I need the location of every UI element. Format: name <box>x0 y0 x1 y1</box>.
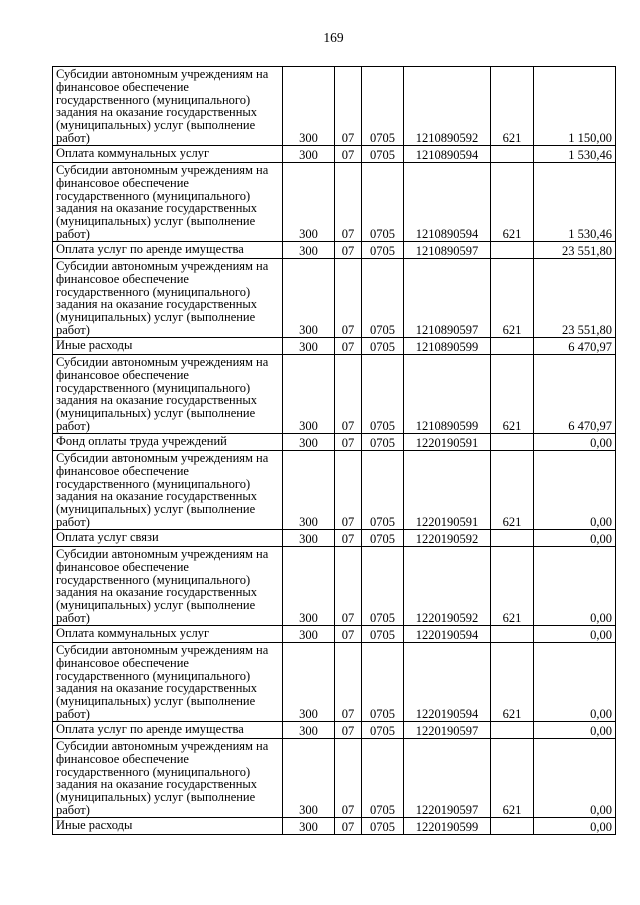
table-row <box>53 722 616 739</box>
target-article-code-cell: 1210890592 <box>404 67 491 146</box>
section-code-cell: 07 <box>335 451 362 530</box>
expense-type-code-cell <box>491 818 534 835</box>
table-row <box>53 547 616 626</box>
target-article-code-cell: 1220190594 <box>404 643 491 722</box>
amount-cell: 0,00 <box>534 530 616 547</box>
expense-name-cell: Оплата коммунальных услуг <box>53 626 283 643</box>
target-article-code-cell: 1210890597 <box>404 259 491 338</box>
amount-cell: 0,00 <box>534 739 616 818</box>
grbs-code-cell: 300 <box>283 739 335 818</box>
subsection-code-cell: 0705 <box>362 643 404 722</box>
table-row <box>53 530 616 547</box>
amount-cell: 0,00 <box>534 626 616 643</box>
expense-name-cell: Фонд оплаты труда учреждений <box>53 434 283 451</box>
subsection-code-cell: 0705 <box>362 67 404 146</box>
table-row <box>53 626 616 643</box>
table-row <box>53 259 616 338</box>
expense-type-code-cell <box>491 530 534 547</box>
section-code-cell: 07 <box>335 146 362 163</box>
grbs-code-cell: 300 <box>283 530 335 547</box>
budget-table <box>52 66 616 835</box>
expense-name-cell: Оплата услуг по аренде имущества <box>53 722 283 739</box>
subsection-code-cell: 0705 <box>362 338 404 355</box>
amount-cell: 0,00 <box>534 722 616 739</box>
budget-table-body <box>53 67 616 835</box>
subsection-code-cell: 0705 <box>362 547 404 626</box>
subsection-code-cell: 0705 <box>362 434 404 451</box>
grbs-code-cell: 300 <box>283 722 335 739</box>
section-code-cell: 07 <box>335 338 362 355</box>
expense-name-cell: Субсидии автономным учреждениям на финансовое обеспечение государственного (муниципального) задания на оказание государственных (муниципальных) услуг (выполнение работ) <box>53 643 283 722</box>
expense-name-cell: Субсидии автономным учреждениям на финансовое обеспечение государственного (муниципального) задания на оказание государственных (муниципальных) услуг (выполнение работ) <box>53 739 283 818</box>
section-code-cell: 07 <box>335 722 362 739</box>
target-article-code-cell: 1220190592 <box>404 530 491 547</box>
grbs-code-cell: 300 <box>283 643 335 722</box>
grbs-code-cell: 300 <box>283 338 335 355</box>
amount-cell: 0,00 <box>534 434 616 451</box>
subsection-code-cell: 0705 <box>362 163 404 242</box>
expense-type-code-cell: 621 <box>491 355 534 434</box>
section-code-cell: 07 <box>335 530 362 547</box>
section-code-cell: 07 <box>335 163 362 242</box>
subsection-code-cell: 0705 <box>362 259 404 338</box>
target-article-code-cell: 1220190591 <box>404 434 491 451</box>
expense-name-cell: Иные расходы <box>53 338 283 355</box>
page-number: 169 <box>323 30 344 45</box>
expense-type-code-cell: 621 <box>491 643 534 722</box>
amount-cell: 23 551,80 <box>534 259 616 338</box>
expense-type-code-cell: 621 <box>491 451 534 530</box>
target-article-code-cell: 1210890599 <box>404 355 491 434</box>
expense-name-cell: Субсидии автономным учреждениям на финансовое обеспечение государственного (муниципального) задания на оказание государственных (муниципальных) услуг (выполнение работ) <box>53 67 283 146</box>
grbs-code-cell: 300 <box>283 626 335 643</box>
table-row <box>53 739 616 818</box>
grbs-code-cell: 300 <box>283 146 335 163</box>
table-row <box>53 643 616 722</box>
section-code-cell: 07 <box>335 818 362 835</box>
amount-cell: 0,00 <box>534 818 616 835</box>
expense-name-cell: Субсидии автономным учреждениям на финансовое обеспечение государственного (муниципального) задания на оказание государственных (муниципальных) услуг (выполнение работ) <box>53 451 283 530</box>
table-row <box>53 434 616 451</box>
amount-cell: 0,00 <box>534 643 616 722</box>
grbs-code-cell: 300 <box>283 67 335 146</box>
amount-cell: 1 530,46 <box>534 146 616 163</box>
subsection-code-cell: 0705 <box>362 451 404 530</box>
expense-name-cell: Субсидии автономным учреждениям на финансовое обеспечение государственного (муниципального) задания на оказание государственных (муниципальных) услуг (выполнение работ) <box>53 163 283 242</box>
grbs-code-cell: 300 <box>283 355 335 434</box>
expense-name-cell: Оплата услуг по аренде имущества <box>53 242 283 259</box>
subsection-code-cell: 0705 <box>362 146 404 163</box>
grbs-code-cell: 300 <box>283 434 335 451</box>
expense-name-cell: Иные расходы <box>53 818 283 835</box>
expense-type-code-cell <box>491 434 534 451</box>
amount-cell: 23 551,80 <box>534 242 616 259</box>
section-code-cell: 07 <box>335 626 362 643</box>
subsection-code-cell: 0705 <box>362 739 404 818</box>
amount-cell: 1 150,00 <box>534 67 616 146</box>
target-article-code-cell: 1220190594 <box>404 626 491 643</box>
section-code-cell: 07 <box>335 242 362 259</box>
section-code-cell: 07 <box>335 547 362 626</box>
expense-type-code-cell <box>491 626 534 643</box>
expense-type-code-cell: 621 <box>491 67 534 146</box>
table-row <box>53 338 616 355</box>
target-article-code-cell: 1220190599 <box>404 818 491 835</box>
target-article-code-cell: 1220190592 <box>404 547 491 626</box>
grbs-code-cell: 300 <box>283 451 335 530</box>
table-row <box>53 67 616 146</box>
grbs-code-cell: 300 <box>283 547 335 626</box>
section-code-cell: 07 <box>335 259 362 338</box>
amount-cell: 6 470,97 <box>534 338 616 355</box>
table-row <box>53 818 616 835</box>
expense-name-cell: Оплата услуг связи <box>53 530 283 547</box>
expense-type-code-cell: 621 <box>491 163 534 242</box>
expense-type-code-cell <box>491 722 534 739</box>
target-article-code-cell: 1220190591 <box>404 451 491 530</box>
table-row <box>53 242 616 259</box>
expense-name-cell: Оплата коммунальных услуг <box>53 146 283 163</box>
expense-type-code-cell: 621 <box>491 547 534 626</box>
subsection-code-cell: 0705 <box>362 626 404 643</box>
expense-name-cell: Субсидии автономным учреждениям на финансовое обеспечение государственного (муниципального) задания на оказание государственных (муниципальных) услуг (выполнение работ) <box>53 355 283 434</box>
expense-name-cell: Субсидии автономным учреждениям на финансовое обеспечение государственного (муниципального) задания на оказание государственных (муниципальных) услуг (выполнение работ) <box>53 259 283 338</box>
subsection-code-cell: 0705 <box>362 242 404 259</box>
grbs-code-cell: 300 <box>283 259 335 338</box>
table-row <box>53 355 616 434</box>
section-code-cell: 07 <box>335 355 362 434</box>
expense-type-code-cell <box>491 242 534 259</box>
section-code-cell: 07 <box>335 67 362 146</box>
target-article-code-cell: 1220190597 <box>404 739 491 818</box>
target-article-code-cell: 1210890597 <box>404 242 491 259</box>
target-article-code-cell: 1210890594 <box>404 146 491 163</box>
subsection-code-cell: 0705 <box>362 722 404 739</box>
target-article-code-cell: 1220190597 <box>404 722 491 739</box>
table-row <box>53 163 616 242</box>
amount-cell: 0,00 <box>534 547 616 626</box>
grbs-code-cell: 300 <box>283 818 335 835</box>
table-row <box>53 146 616 163</box>
amount-cell: 6 470,97 <box>534 355 616 434</box>
expense-type-code-cell <box>491 146 534 163</box>
subsection-code-cell: 0705 <box>362 818 404 835</box>
subsection-code-cell: 0705 <box>362 530 404 547</box>
section-code-cell: 07 <box>335 643 362 722</box>
target-article-code-cell: 1210890594 <box>404 163 491 242</box>
section-code-cell: 07 <box>335 434 362 451</box>
amount-cell: 0,00 <box>534 451 616 530</box>
grbs-code-cell: 300 <box>283 242 335 259</box>
expense-type-code-cell: 621 <box>491 259 534 338</box>
amount-cell: 1 530,46 <box>534 163 616 242</box>
table-row <box>53 451 616 530</box>
expense-type-code-cell <box>491 338 534 355</box>
section-code-cell: 07 <box>335 739 362 818</box>
expense-type-code-cell: 621 <box>491 739 534 818</box>
target-article-code-cell: 1210890599 <box>404 338 491 355</box>
grbs-code-cell: 300 <box>283 163 335 242</box>
subsection-code-cell: 0705 <box>362 355 404 434</box>
expense-name-cell: Субсидии автономным учреждениям на финансовое обеспечение государственного (муниципального) задания на оказание государственных (муниципальных) услуг (выполнение работ) <box>53 547 283 626</box>
